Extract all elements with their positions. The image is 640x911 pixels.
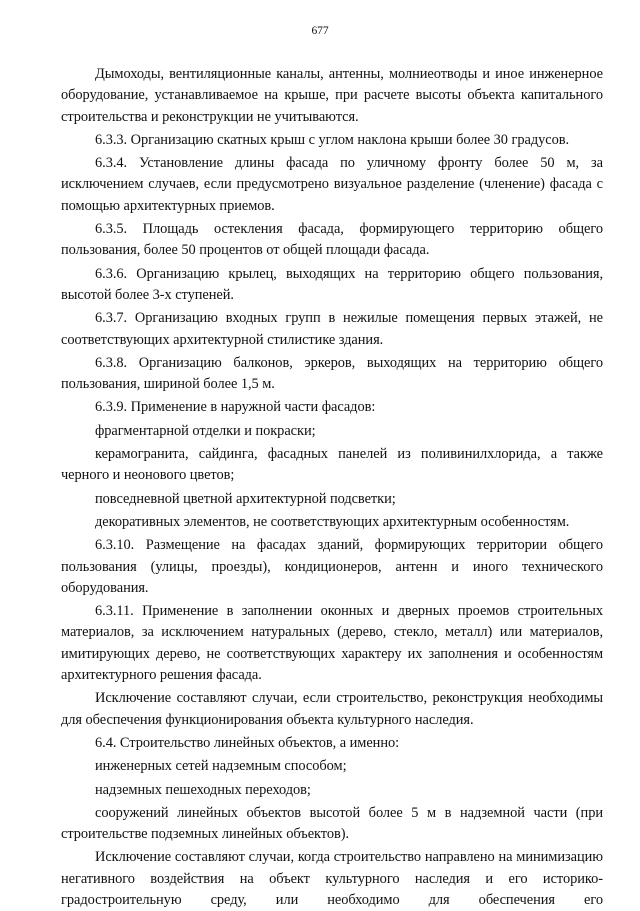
paragraph-6-3-9: 6.3.9. Применение в наружной части фасадов: — [95, 399, 376, 416]
list-item-fragmentary-finish: фрагментарной отделки и покраски; — [95, 422, 316, 439]
list-item-decorative-elements: декоративных элементов, не соответствующих архитектурным особенностям. — [95, 513, 570, 530]
list-item-linear-structures: сооружений линейных объектов высотой более 5 м в надземной части (при строительстве подземных линейных объектов). — [61, 804, 603, 843]
list-item-engineering-networks: инженерных сетей надземным способом; — [95, 758, 347, 775]
paragraph-6-3-8: 6.3.8. Организацию балконов, эркеров, выходящих на территорию общего пользования, шириной более 1,5 м. — [61, 354, 603, 393]
paragraph-6-3-3: 6.3.3. Организацию скатных крыш с углом наклона крыши более 30 градусов. — [95, 131, 570, 148]
paragraph-6-3-5: 6.3.5. Площадь остекления фасада, формирующего территорию общего пользования, более 50 процентов от общей площади фасада. — [61, 221, 603, 259]
document-body — [61, 64, 603, 911]
paragraph-exception-minimization: Исключение составляют случаи, когда строительство направлено на минимизацию негативного воздействия на объект культурного наследия и его историко-градостроительную среду, или необходимо для обеспечения его — [61, 849, 603, 908]
paragraph-6-4: 6.4. Строительство линейных объектов, а именно: — [95, 734, 400, 751]
paragraph-exception-heritage: Исключение составляют случаи, если строительство, реконструкция необходимы для обеспечения функционирования объекта культурного наследия. — [61, 690, 603, 728]
paragraph-6-3-11: 6.3.11. Применение в заполнении оконных и дверных проемов строительных материалов, за исключением натуральных (дерево, стекло, металл) или материалов, имитирующих дерево, не соответствующих характеру их заполнения и особенностям архитектурного решения фасада. — [61, 603, 603, 684]
paragraph-6-3-4: 6.3.4. Установление длины фасада по уличному фронту более 50 м, за исключением случаев, если предусмотрено визуальное разделение (членение) фасада с помощью архитектурных приемов. — [61, 155, 603, 214]
list-item-pedestrian-crossings: надземных пешеходных переходов; — [95, 781, 311, 798]
list-item-porcelain-siding: керамогранита, сайдинга, фасадных панелей из поливинилхлорида, а также черного и неонового цветов; — [61, 446, 603, 484]
paragraph-6-3-6: 6.3.6. Организацию крылец, выходящих на территорию общего пользования, высотой более 3-х ступеней. — [61, 265, 603, 303]
page-number: 677 — [311, 25, 329, 37]
paragraph-6-3-10: 6.3.10. Размещение на фасадах зданий, формирующих территории общего пользования (улицы, проезды), кондиционеров, антенн и иного технического оборудования. — [61, 537, 603, 596]
list-item-color-lighting: повседневной цветной архитектурной подсветки; — [95, 490, 396, 507]
paragraph-chimneys-note: Дымоходы, вентиляционные каналы, антенны, молниеотводы и иное инженерное оборудование, устанавливаемое на крыше, при расчете высоты объекта капитального строительства и реконструкции не учитываются. — [61, 66, 603, 125]
paragraph-6-3-7: 6.3.7. Организацию входных групп в нежилые помещения первых этажей, не соответствующих архитектурной стилистике здания. — [61, 310, 603, 348]
